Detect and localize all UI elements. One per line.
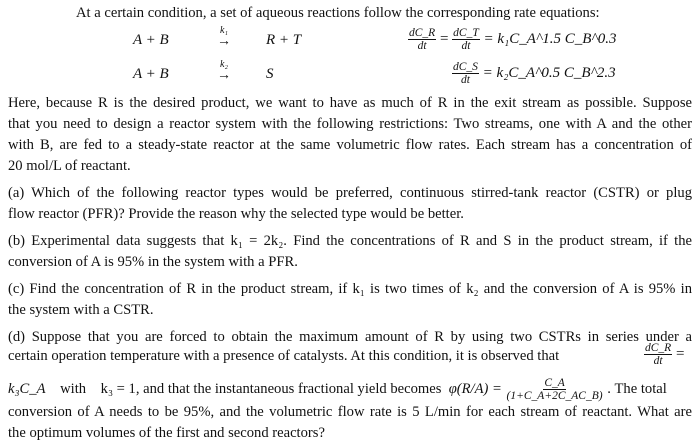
question-a-line-2: flow reactor (PFR)? Provide the reason why the selected type would be better. bbox=[8, 206, 464, 222]
question-a-line-1: (a) Which of the following reactor types would be preferred, continuous stirred-tank reactor (CSTR) or plug bbox=[8, 185, 692, 201]
para-line-1: Here, because R is the desired product, we want to have as much of R in the exit stream as possible. Suppose bbox=[8, 95, 692, 111]
rate-expression-1: = k₁C_A^1.5 C_B^0.3 bbox=[483, 30, 617, 47]
reaction-2-right: S bbox=[266, 66, 274, 82]
reaction-2-rate bbox=[452, 61, 616, 86]
reaction-1-left: A + B bbox=[133, 32, 169, 48]
yield-phi: φ(R/A) = bbox=[448, 380, 502, 397]
rate-expression-2: = k₂C_A^0.5 C_B^2.3 bbox=[482, 64, 616, 81]
rate-fraction-d: $\frac{dC\_R}{dt}$ bbox=[645, 342, 672, 367]
question-d-line-5: the optimum volumes of the first and second reactors? bbox=[8, 425, 325, 441]
question-c-line-1: (c) Find the concentration of R in the product stream, if k₁ is two times of k₂ and the conversion of A is 95% in bbox=[8, 281, 692, 297]
yield-fraction: $\frac{C\_A}{(1+C\_A+2C\_AC\_B)}$ bbox=[506, 377, 603, 402]
reaction-2-left: A + B bbox=[133, 66, 169, 82]
question-b-line-2: conversion of A is 95% in the system with a PFR. bbox=[8, 254, 298, 270]
para-line-2: that you need to design a reactor system with the following restrictions: Two streams, one with A and the other bbox=[8, 116, 692, 132]
question-d-line-4: conversion of A needs to be 95%, and the volumetric flow rate is 5 L/min for each stream of reactant. What are bbox=[8, 404, 692, 420]
question-d-line-3: k₃C_A with k₃ = 1, and that the instantaneous fractional yield becomes φ(R/A) = $\frac{C\_A}{(1+C\_A+2C\_AC\_B)}$ . The total bbox=[8, 377, 667, 402]
question-d-line-2: certain operation temperature with a presence of catalysts. At this condition, it is observed that bbox=[8, 348, 560, 364]
reaction-1-rate: $\frac{dC\_R}{dt}$ = $\frac{dC\_T}{dt}$ = k₁C_A^1.5 C_B^0.3 bbox=[409, 27, 617, 52]
arrow-right-icon: → bbox=[217, 34, 231, 49]
rate-fraction-t: $\frac{dC\_T}{dt}$ bbox=[453, 27, 479, 52]
rate-fraction-s: $\frac{dC\_S}{dt}$ bbox=[453, 61, 478, 86]
reaction-1-right: R + T bbox=[266, 32, 302, 48]
arrow-right-icon: → bbox=[217, 68, 231, 83]
rate-fraction-r: $\frac{dC\_R}{dt}$ bbox=[409, 27, 436, 52]
question-d-rate: $\frac{dC\_R}{dt}$ = bbox=[645, 342, 685, 367]
question-c-line-2: the system with a CSTR. bbox=[8, 302, 154, 318]
reaction-1-k: k₁ bbox=[220, 25, 228, 36]
para-line-4: 20 mol/L of reactant. bbox=[8, 158, 131, 174]
question-d-line-1: (d) Suppose that you are forced to obtain the maximum amount of R by using two CSTRs in series under a bbox=[8, 329, 692, 345]
reaction-2-arrow bbox=[212, 60, 236, 82]
reaction-2-k: k₂ bbox=[220, 59, 228, 70]
question-b-line-1: (b) Experimental data suggests that k₁ = 2k₂. Find the concentrations of R and S in the product stream, if the bbox=[8, 233, 692, 249]
intro-line: At a certain condition, a set of aqueous reactions follow the corresponding rate equations: bbox=[76, 5, 600, 21]
reaction-1-arrow bbox=[212, 26, 236, 48]
para-line-3: with B, are fed to a steady-state reactor at the same volumetric flow rates. Each stream has a concentration of bbox=[8, 137, 692, 153]
